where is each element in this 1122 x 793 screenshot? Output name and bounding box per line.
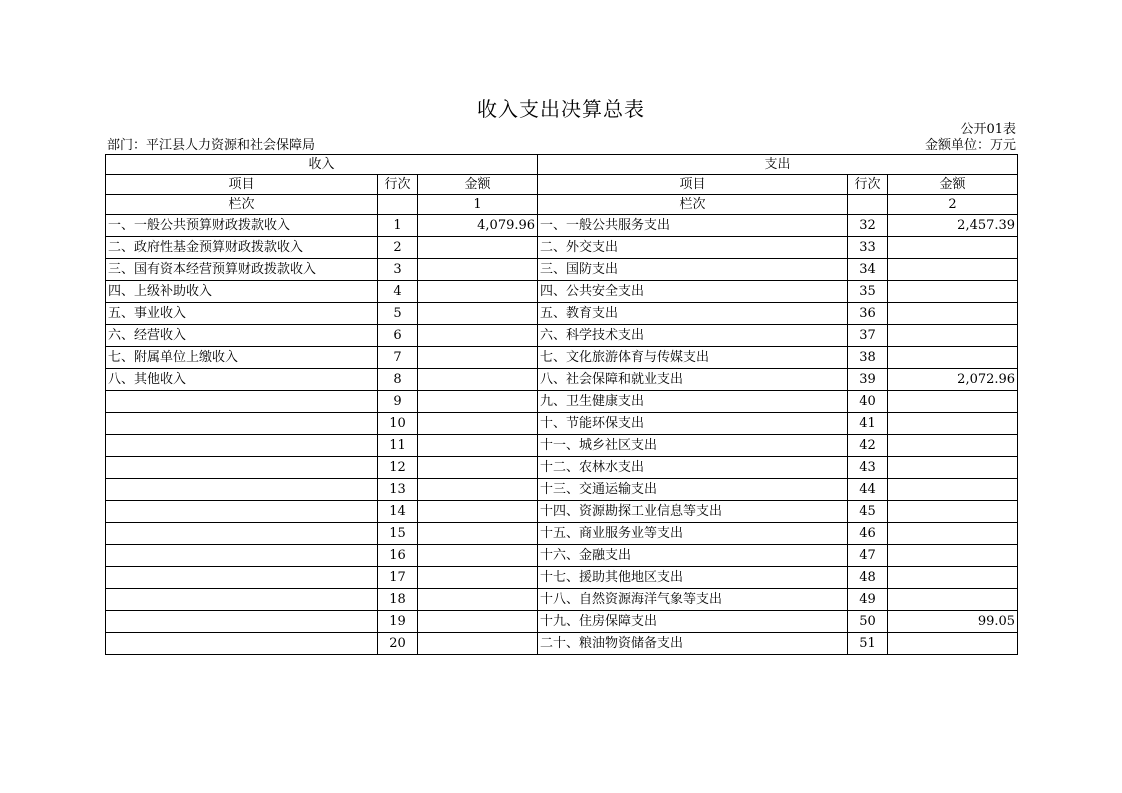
- header-row-sections: [106, 155, 1018, 175]
- income-amount-cell: [418, 545, 538, 567]
- table-row: [106, 413, 1018, 435]
- table-row: [106, 237, 1018, 259]
- income-row-no-cell: 3: [378, 259, 418, 281]
- income-amount-cell: [418, 633, 538, 655]
- header-row-columns: [106, 175, 1018, 195]
- expense-item-cell: 一、一般公共服务支出: [538, 215, 848, 237]
- expense-row-no-cell: 34: [848, 259, 888, 281]
- amount-unit-label: 金额单位：万元: [924, 138, 1016, 153]
- table-row: [106, 479, 1018, 501]
- expense-amount-cell: [888, 523, 1018, 545]
- expense-amount-cell: [888, 435, 1018, 457]
- expense-amount-cell: [888, 281, 1018, 303]
- expense-item-cell: 八、社会保障和就业支出: [538, 369, 848, 391]
- expense-row-no-cell: 46: [848, 523, 888, 545]
- income-item-header: 项目: [106, 175, 378, 195]
- expense-amount-cell: [888, 633, 1018, 655]
- expense-amount-cell: [888, 545, 1018, 567]
- income-item-cell: [106, 567, 378, 589]
- income-amount-cell: 4,079.96: [418, 215, 538, 237]
- income-lanci-label: 栏次: [106, 195, 378, 215]
- expense-item-cell: 二、外交支出: [538, 237, 848, 259]
- income-amount-cell: [418, 589, 538, 611]
- income-item-cell: 五、事业收入: [106, 303, 378, 325]
- expense-item-cell: 十四、资源勘探工业信息等支出: [538, 501, 848, 523]
- income-amount-cell: [418, 479, 538, 501]
- income-lanci-empty: [378, 195, 418, 215]
- table-row: [106, 215, 1018, 237]
- expense-amount-cell: [888, 325, 1018, 347]
- expense-item-cell: 七、文化旅游体育与传媒支出: [538, 347, 848, 369]
- income-item-cell: [106, 479, 378, 501]
- expense-item-cell: 十、节能环保支出: [538, 413, 848, 435]
- expense-row-no-cell: 32: [848, 215, 888, 237]
- department-label: 部门：平江县人力资源和社会保障局: [107, 138, 316, 153]
- income-item-cell: [106, 435, 378, 457]
- expense-item-cell: 九、卫生健康支出: [538, 391, 848, 413]
- expense-amount-cell: [888, 303, 1018, 325]
- income-row-no-cell: 19: [378, 611, 418, 633]
- income-item-cell: [106, 501, 378, 523]
- income-row-no-cell: 17: [378, 567, 418, 589]
- table-row: [106, 545, 1018, 567]
- income-amount-header: 金额: [418, 175, 538, 195]
- expense-row-no-cell: 43: [848, 457, 888, 479]
- expense-row-no-cell: 49: [848, 589, 888, 611]
- table-row: [106, 325, 1018, 347]
- income-amount-cell: [418, 435, 538, 457]
- income-row-no-cell: 7: [378, 347, 418, 369]
- income-row-no-cell: 16: [378, 545, 418, 567]
- expense-amount-header: 金额: [888, 175, 1018, 195]
- table-row: [106, 281, 1018, 303]
- table-row: [106, 567, 1018, 589]
- income-row-no-header: 行次: [378, 175, 418, 195]
- expense-row-no-cell: 50: [848, 611, 888, 633]
- income-item-cell: 一、一般公共预算财政拨款收入: [106, 215, 378, 237]
- expense-row-no-cell: 36: [848, 303, 888, 325]
- expense-row-no-cell: 44: [848, 479, 888, 501]
- income-item-cell: [106, 523, 378, 545]
- expense-row-no-cell: 51: [848, 633, 888, 655]
- expense-amount-cell: 99.05: [888, 611, 1018, 633]
- expense-item-cell: 十九、住房保障支出: [538, 611, 848, 633]
- expense-item-cell: 十八、自然资源海洋气象等支出: [538, 589, 848, 611]
- expense-row-no-cell: 45: [848, 501, 888, 523]
- income-row-no-cell: 18: [378, 589, 418, 611]
- income-amount-cell: [418, 567, 538, 589]
- income-item-cell: 八、其他收入: [106, 369, 378, 391]
- expense-amount-cell: [888, 413, 1018, 435]
- table-row: [106, 303, 1018, 325]
- income-row-no-cell: 8: [378, 369, 418, 391]
- table-row: [106, 391, 1018, 413]
- income-row-no-cell: 20: [378, 633, 418, 655]
- header-row-lanci: [106, 195, 1018, 215]
- table-row: [106, 633, 1018, 655]
- income-amount-cell: [418, 369, 538, 391]
- income-amount-cell: [418, 611, 538, 633]
- expense-amount-cell: [888, 237, 1018, 259]
- income-row-no-cell: 14: [378, 501, 418, 523]
- expense-item-cell: 十二、农林水支出: [538, 457, 848, 479]
- expense-amount-cell: [888, 567, 1018, 589]
- expense-item-cell: 五、教育支出: [538, 303, 848, 325]
- income-row-no-cell: 11: [378, 435, 418, 457]
- expense-section-header: 支出: [538, 155, 1018, 175]
- expense-amount-cell: 2,072.96: [888, 369, 1018, 391]
- expense-row-no-cell: 37: [848, 325, 888, 347]
- table-row: [106, 259, 1018, 281]
- expense-row-no-cell: 48: [848, 567, 888, 589]
- income-row-no-cell: 9: [378, 391, 418, 413]
- expense-amount-cell: [888, 479, 1018, 501]
- income-amount-cell: [418, 391, 538, 413]
- income-item-cell: 三、国有资本经营预算财政拨款收入: [106, 259, 378, 281]
- expense-row-no-cell: 38: [848, 347, 888, 369]
- income-item-cell: [106, 391, 378, 413]
- table-row: [106, 457, 1018, 479]
- income-item-cell: 二、政府性基金预算财政拨款收入: [106, 237, 378, 259]
- income-amount-cell: [418, 501, 538, 523]
- income-item-cell: [106, 589, 378, 611]
- expense-row-no-cell: 35: [848, 281, 888, 303]
- expense-lanci-empty: [848, 195, 888, 215]
- table-row: [106, 523, 1018, 545]
- expense-row-no-header: 行次: [848, 175, 888, 195]
- expense-row-no-cell: 41: [848, 413, 888, 435]
- expense-row-no-cell: 40: [848, 391, 888, 413]
- income-item-cell: [106, 457, 378, 479]
- income-item-cell: [106, 633, 378, 655]
- expense-item-cell: 十五、商业服务业等支出: [538, 523, 848, 545]
- income-row-no-cell: 13: [378, 479, 418, 501]
- expense-row-no-cell: 42: [848, 435, 888, 457]
- expense-row-no-cell: 47: [848, 545, 888, 567]
- income-item-cell: 七、附属单位上缴收入: [106, 347, 378, 369]
- expense-item-cell: 二十、粮油物资储备支出: [538, 633, 848, 655]
- income-amount-cell: [418, 325, 538, 347]
- expense-amount-cell: 2,457.39: [888, 215, 1018, 237]
- income-amount-cell: [418, 237, 538, 259]
- expense-item-cell: 十六、金融支出: [538, 545, 848, 567]
- expense-item-header: 项目: [538, 175, 848, 195]
- expense-column-number: 2: [888, 195, 1018, 215]
- income-row-no-cell: 5: [378, 303, 418, 325]
- income-amount-cell: [418, 523, 538, 545]
- income-amount-cell: [418, 281, 538, 303]
- expense-item-cell: 十一、城乡社区支出: [538, 435, 848, 457]
- expense-amount-cell: [888, 501, 1018, 523]
- expense-lanci-label: 栏次: [538, 195, 848, 215]
- table-row: [106, 589, 1018, 611]
- income-amount-cell: [418, 303, 538, 325]
- table-row: [106, 435, 1018, 457]
- income-item-cell: [106, 545, 378, 567]
- expense-amount-cell: [888, 347, 1018, 369]
- income-row-no-cell: 2: [378, 237, 418, 259]
- income-amount-cell: [418, 259, 538, 281]
- income-item-cell: 六、经营收入: [106, 325, 378, 347]
- income-amount-cell: [418, 413, 538, 435]
- expense-amount-cell: [888, 259, 1018, 281]
- income-item-cell: [106, 611, 378, 633]
- expense-item-cell: 三、国防支出: [538, 259, 848, 281]
- table-row: [106, 501, 1018, 523]
- income-expense-table: [105, 154, 1018, 655]
- expense-row-no-cell: 39: [848, 369, 888, 391]
- expense-amount-cell: [888, 457, 1018, 479]
- income-row-no-cell: 15: [378, 523, 418, 545]
- report-title: 收入支出决算总表: [477, 97, 645, 121]
- income-column-number: 1: [418, 195, 538, 215]
- income-amount-cell: [418, 457, 538, 479]
- income-row-no-cell: 10: [378, 413, 418, 435]
- income-row-no-cell: 12: [378, 457, 418, 479]
- expense-item-cell: 六、科学技术支出: [538, 325, 848, 347]
- income-row-no-cell: 6: [378, 325, 418, 347]
- income-item-cell: 四、上级补助收入: [106, 281, 378, 303]
- income-amount-cell: [418, 347, 538, 369]
- form-code: 公开01表: [960, 122, 1016, 137]
- expense-amount-cell: [888, 589, 1018, 611]
- income-row-no-cell: 1: [378, 215, 418, 237]
- expense-item-cell: 十七、援助其他地区支出: [538, 567, 848, 589]
- income-section-header: 收入: [106, 155, 538, 175]
- expense-item-cell: 四、公共安全支出: [538, 281, 848, 303]
- expense-amount-cell: [888, 391, 1018, 413]
- income-item-cell: [106, 413, 378, 435]
- table-row: [106, 611, 1018, 633]
- table-row: [106, 369, 1018, 391]
- expense-item-cell: 十三、交通运输支出: [538, 479, 848, 501]
- table-row: [106, 347, 1018, 369]
- income-row-no-cell: 4: [378, 281, 418, 303]
- expense-row-no-cell: 33: [848, 237, 888, 259]
